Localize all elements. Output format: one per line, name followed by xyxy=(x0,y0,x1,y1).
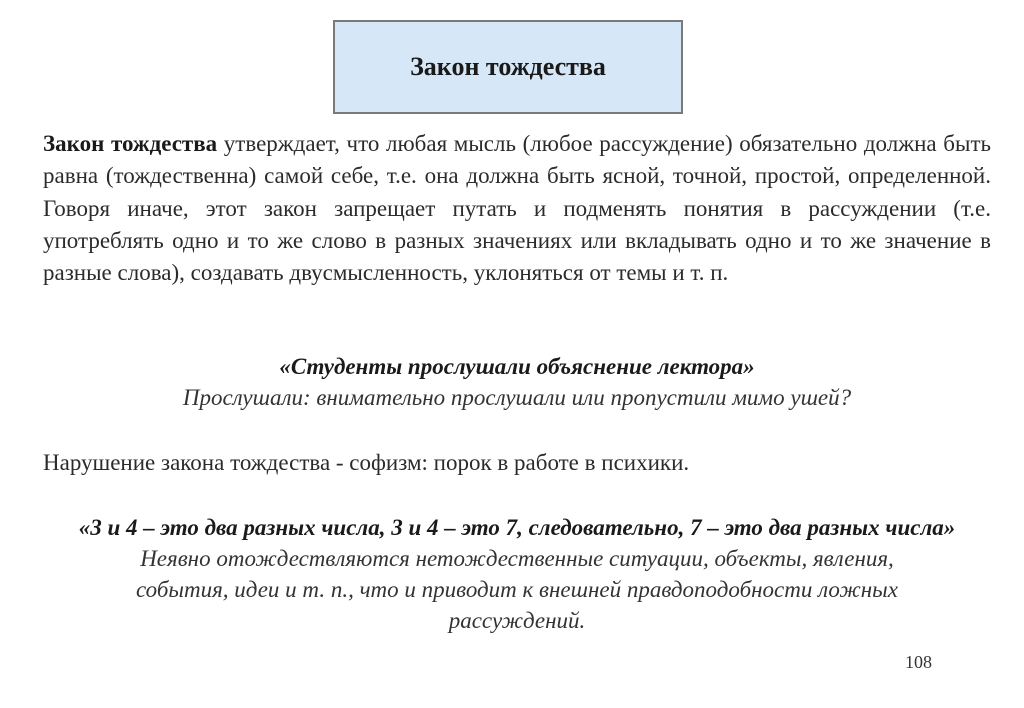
definition-lead: Закон тождества xyxy=(43,131,218,156)
example-2 xyxy=(60,512,974,636)
example-2-quote: «3 и 4 – это два разных числа, 3 и 4 – это 7, следовательно, 7 – это два разных числа» xyxy=(78,515,956,540)
example-1-note: Прослушали: внимательно прослушали или пропустили мимо ушей? xyxy=(182,385,852,410)
example-1-quote: «Студенты прослушали объяснение лектора» xyxy=(279,354,755,379)
example-1 xyxy=(43,351,991,413)
definition-paragraph xyxy=(43,128,991,289)
title-box xyxy=(333,20,683,114)
page-number: 108 xyxy=(905,652,932,672)
slide-title: Закон тождества xyxy=(410,52,606,81)
violation-text: Нарушение закона тождества - софизм: порок в работе в психики. xyxy=(43,450,690,475)
example-2-note: Неявно отождествляются нетождественные ситуации, объекты, явления, события, идеи и т. п., что и приводит к внешней правдоподобности ложных рассуждений. xyxy=(136,546,898,633)
definition-text: утверждает, что любая мысль (любое рассуждение) обязательно должна быть равна (тождественна) самой себе, т.е. она должна быть ясной, точной, простой, определенной. Говоря иначе, этот закон запрещает путать и подменять понятия в рассуждении (т.е. употреблять одно и то же слово в разных значениях или вкладывать одно и то же значение в разные слова), создавать двусмысленность, уклоняться от темы и т. п. xyxy=(43,131,991,286)
